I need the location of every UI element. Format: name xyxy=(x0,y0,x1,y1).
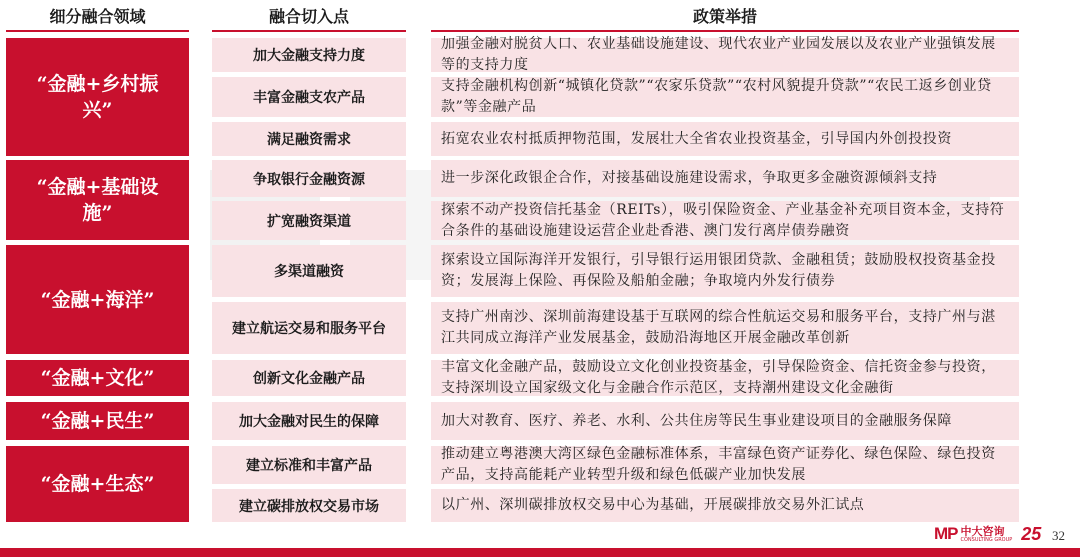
policy-measure-text: 拓宽农业农村抵质押物范围，发展壮大全省农业投资基金，引导国内外创投投资 xyxy=(441,130,952,147)
policy-measure-cell xyxy=(431,77,1019,117)
policy-measure-cell xyxy=(431,122,1019,156)
policy-measure-text: 进一步深化政银企合作，对接基础设施建设需求，争取更多金融资源倾斜支持 xyxy=(441,170,938,186)
logo-mp-mark: MP xyxy=(934,524,958,543)
entry-point-cell: 加大金融对民生的保障 xyxy=(212,402,406,440)
policy-measure-cell xyxy=(431,245,1019,297)
category-livelihood: “金融+民生” xyxy=(6,402,189,440)
category-marine: “金融+海洋” xyxy=(6,245,189,354)
policy-measure-cell xyxy=(431,360,1019,396)
logo-chinese-name: 中大咨询 xyxy=(960,524,1005,538)
policy-measure-cell xyxy=(431,38,1019,72)
policy-measure-cell xyxy=(431,402,1019,440)
policy-measure-text: 探索设立国际海洋开发银行，引导银行运用银团贷款、金融租赁；鼓励股权投资基金投资；发展海上保险、再保险及船舶金融；争取境内外发行债券 xyxy=(441,252,996,289)
policy-measure-text: 加大对教育、医疗、养老、水利、公共住房等民生事业建设项目的金融服务保障 xyxy=(441,412,952,429)
policy-measure-cell xyxy=(431,302,1019,354)
category-ecology: “金融+生态” xyxy=(6,446,189,522)
policy-measure-cell xyxy=(431,160,1019,197)
policy-measure-text: 以广州、深圳碳排放权交易中心为基础，开展碳排放交易外汇试点 xyxy=(441,497,865,513)
header-entry-point: 融合切入点 xyxy=(268,7,349,26)
page-number: 32 xyxy=(1052,528,1065,543)
entry-point-cell: 创新文化金融产品 xyxy=(212,360,406,396)
bottom-accent-bar xyxy=(0,548,1080,557)
header-divider xyxy=(431,30,1019,32)
header-divider xyxy=(6,30,189,32)
logo-text-block xyxy=(961,526,1013,543)
entry-point-cell: 多渠道融资 xyxy=(212,245,406,297)
policy-measure-cell xyxy=(431,446,1019,484)
entry-point-cell: 扩宽融资渠道 xyxy=(212,201,406,240)
brand-logo xyxy=(934,524,1041,544)
policy-measure-text: 推动建立粤港澳大湾区绿色金融标准体系，丰富绿色资产证券化、绿色保险、绿色投资产品，支持高能耗产业转型升级和绿色低碳产业加快发展 xyxy=(441,446,996,483)
policy-measure-text: 丰富文化金融产品，鼓励设立文化创业投资基金，引导保险资金、信托资金参与投资，支持深圳设立国家级文化与金融合作示范区，支持潮州建设文化金融街 xyxy=(441,359,996,396)
entry-point-cell: 争取银行金融资源 xyxy=(212,160,406,197)
logo-anniversary-mark: 25 xyxy=(1021,523,1042,544)
entry-point-cell: 建立碳排放权交易市场 xyxy=(212,489,406,522)
header-divider xyxy=(212,30,406,32)
entry-point-cell: 满足融资需求 xyxy=(212,122,406,156)
entry-point-cell: 加大金融支持力度 xyxy=(212,38,406,72)
logo-english-name: CONSULTING GROUP xyxy=(960,536,1013,543)
category-infrastructure: “金融+基础设施” xyxy=(6,160,189,240)
policy-measure-cell xyxy=(431,201,1019,240)
header-segment: 细分融合领域 xyxy=(49,7,146,26)
policy-measure-text: 探索不动产投资信托基金（REITs），吸引保险资金、产业基金补充项目资本金，支持符合条件的基础设施建设运营企业赴香港、澳门发行离岸债券融资 xyxy=(441,201,1005,239)
policy-measure-cell xyxy=(431,489,1019,522)
category-rural-revitalization: “金融+乡村振兴” xyxy=(6,38,189,156)
header-policy-measures: 政策举措 xyxy=(692,7,757,26)
entry-point-cell: 建立航运交易和服务平台 xyxy=(212,302,406,354)
entry-point-cell: 丰富金融支农产品 xyxy=(212,77,406,117)
entry-point-cell: 建立标准和丰富产品 xyxy=(212,446,406,484)
policy-measure-text: 支持广州南沙、深圳前海建设基于互联网的综合性航运交易和服务平台，支持广州与湛江共同成立海洋产业发展基金，鼓励沿海地区开展金融改革创新 xyxy=(441,309,996,346)
policy-measure-text: 加强金融对脱贫人口、农业基础设施建设、现代农业产业园发展以及农业产业强镇发展等的支持力度 xyxy=(441,36,996,73)
policy-measure-text: 支持金融机构创新“城镇化贷款”“农家乐贷款”“农村风貌提升贷款”“农民工返乡创业贷款”等金融产品 xyxy=(441,78,992,115)
category-culture: “金融+文化” xyxy=(6,360,189,396)
